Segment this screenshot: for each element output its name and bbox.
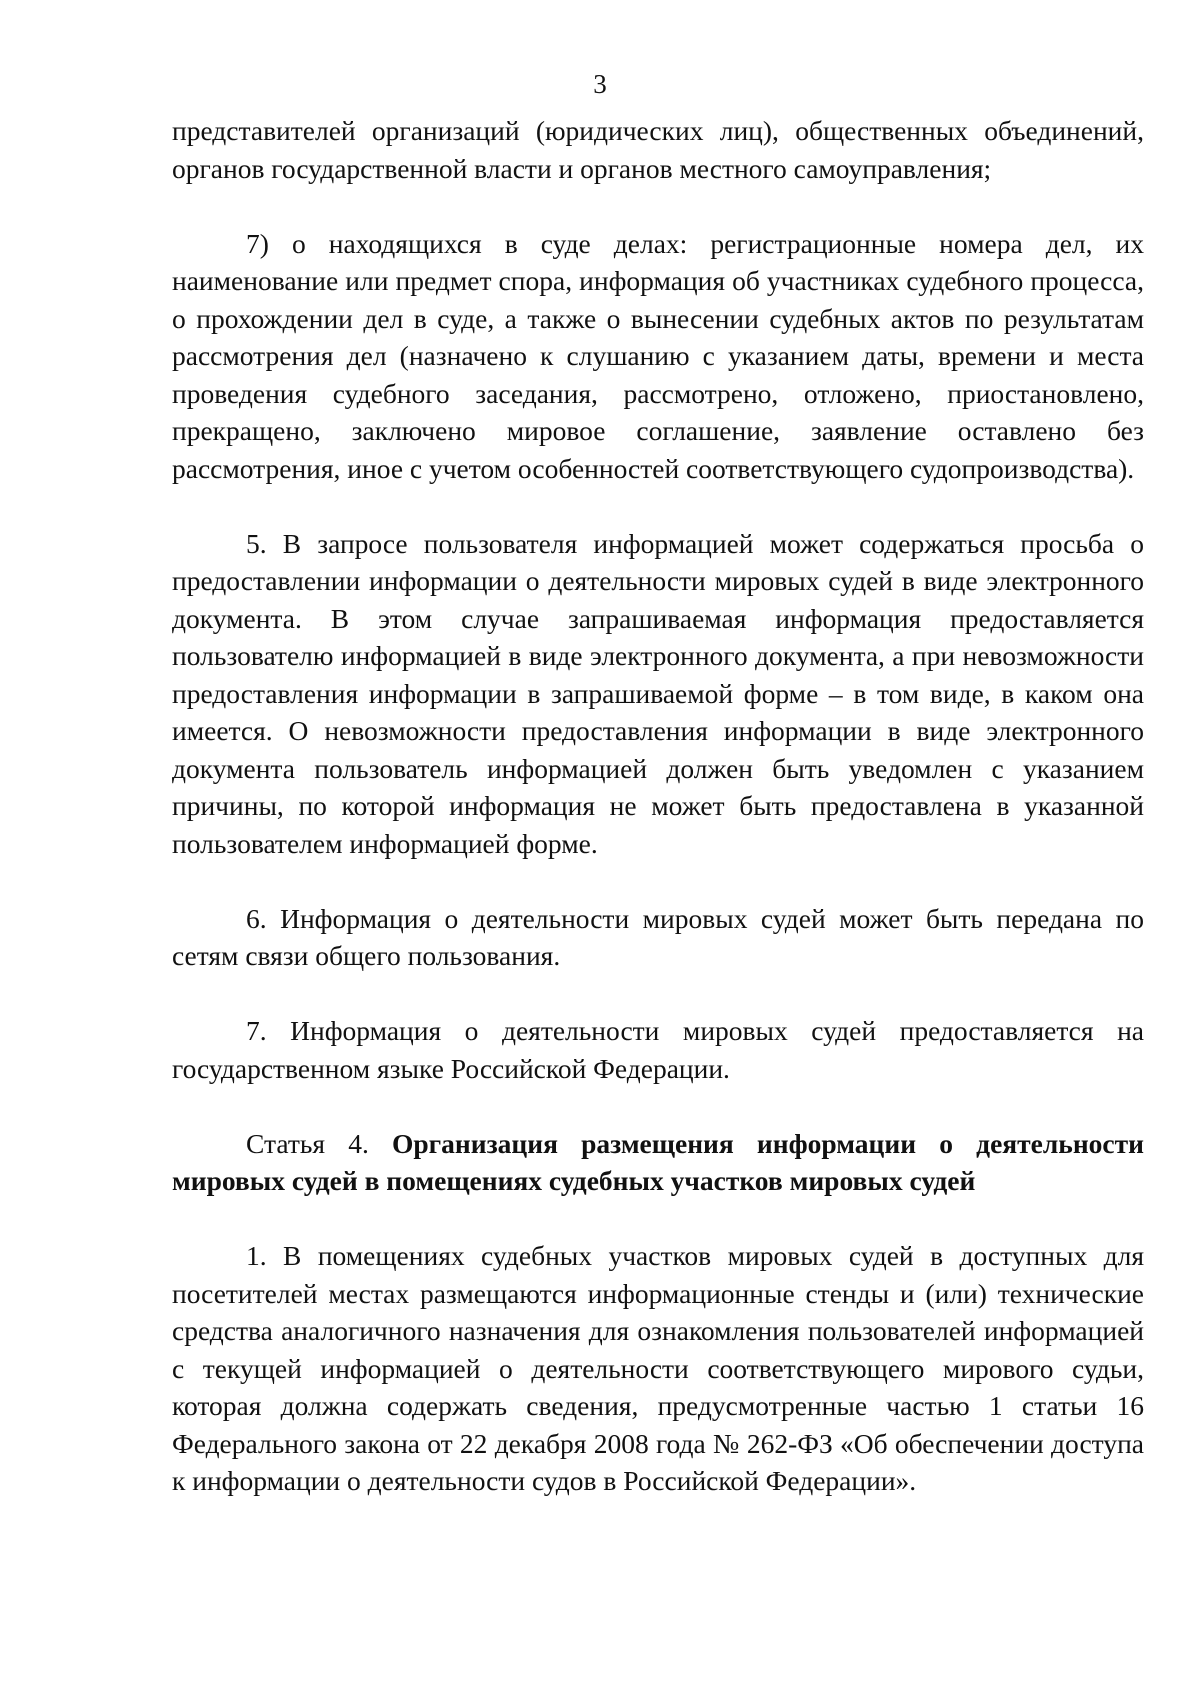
document-body <box>172 112 1144 1500</box>
article-heading <box>172 1125 1144 1200</box>
paragraph-article-4-point-1: 1. В помещениях судебных участков мировых судей в доступных для посетителей местах размещаются информационные стенды и (или) технические средства аналогичного назначения для ознакомления пользователей информацией с текущей информацией о деятельности соответствующего мирового судьи, которая должна содержать сведения, предусмотренные частью 1 статьи 16 Федерального закона от 22 декабря 2008 года № 262-ФЗ «Об обеспечении доступа к информации о деятельности судов в Российской Федерации». <box>172 1240 1144 1496</box>
page-number: 3 <box>593 69 607 99</box>
paragraph-point-6: 6. Информация о деятельности мировых судей может быть передана по сетям связи общего пользования. <box>172 902 1144 971</box>
article-label: Статья 4. <box>246 1127 392 1159</box>
paragraph-continuation: представителей организаций (юридических лиц), общественных объединений, органов государственной власти и органов местного самоуправления; <box>172 115 1144 184</box>
article-title: Организация размещения информации о деятельности мировых судей в помещениях судебных участков мировых судей <box>172 1127 1144 1196</box>
paragraph-point-7: 7. Информация о деятельности мировых судей предоставляется на государственном языке Российской Федерации. <box>172 1015 1144 1084</box>
paragraph-point-5: 5. В запросе пользователя информацией может содержаться просьба о предоставлении информации о деятельности мировых судей в виде электронного документа. В этом случае запрашиваемая информация предоставляется пользователю информацией в виде электронного документа, а при невозможности предоставления информации в запрашиваемой форме – в том виде, в каком она имеется. О невозможности предоставления информации в виде электронного документа пользователь информацией должен быть уведомлен с указанием причины, по которой информация не может быть предоставлена в указанной пользователем информацией форме. <box>172 527 1144 859</box>
paragraph-item-7-cases: 7) о находящихся в суде делах: регистрационные номера дел, их наименование или предмет спора, информация об участниках судебного процесса, о прохождении дел в суде, а также о вынесении судебных актов по результатам рассмотрения дел (назначено к слушанию с указанием даты, времени и места проведения судебного заседания, рассмотрено, отложено, приостановлено, прекращено, заключено мировое соглашение, заявление оставлено без рассмотрения, иное с учетом особенностей соответствующего судопроизводства). <box>172 227 1144 484</box>
